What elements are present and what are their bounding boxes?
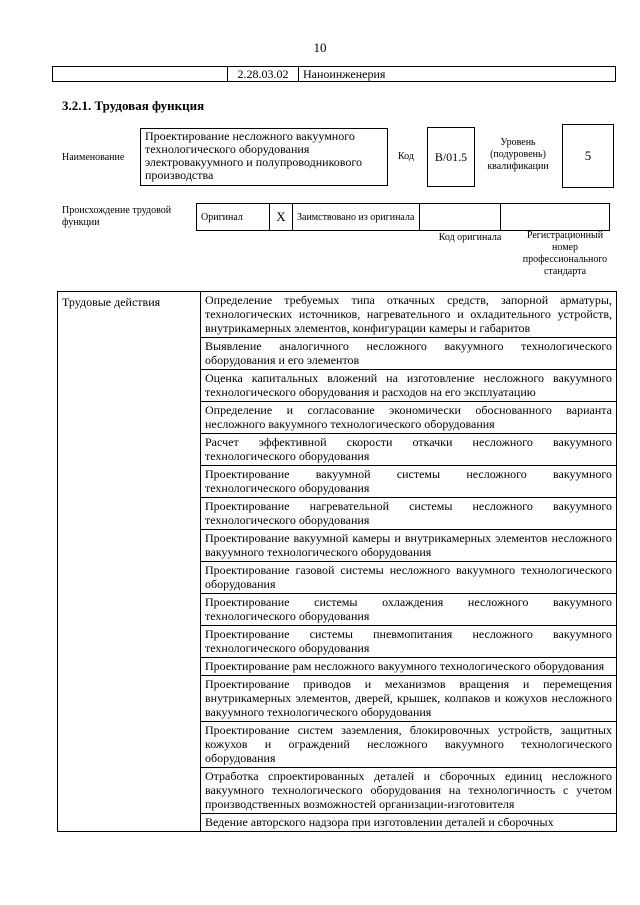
origin-code-label: Код оригинала — [438, 232, 502, 243]
code-label: Код — [398, 151, 414, 162]
origin-original: Оригинал — [197, 204, 270, 231]
origin-reg-label: Регистрационный номер профессионального стандарта — [522, 230, 608, 277]
action-item: Расчет эффективной скорости откачки несложного вакуумного технологического оборудования — [201, 434, 617, 466]
action-item: Оценка капитальных вложений на изготовление несложного вакуумного технологического оборудования и расходов на его эксплуатацию — [201, 370, 617, 402]
origin-borrowed: Заимствовано из оригинала — [293, 204, 420, 231]
action-item: Отработка спроектированных деталей и сборочных единиц несложного вакуумного технологического оборудования на технологичность с учетом производственных возможностей организации-изготовителя — [201, 768, 617, 814]
action-item: Проектирование приводов и механизмов вращения и перемещения внутрикамерных элементов, дверей, крышек, колпаков и кожухов несложного вакуумного технологического оборудования — [201, 676, 617, 722]
action-item: Проектирование нагревательной системы несложного вакуумного технологического оборудования — [201, 498, 617, 530]
function-code-value: B/01.5 — [434, 149, 468, 164]
page-number: 10 — [313, 40, 327, 55]
origin-reg-cell — [501, 204, 610, 231]
origin-code-cell — [420, 204, 501, 231]
action-item: Проектирование систем заземления, блокировочных устройств, защитных кожухов и ограждений несложного вакуумного технологического оборудования — [201, 722, 617, 768]
specialty-code: 2.28.03.02 — [228, 67, 299, 82]
section-title: 3.2.1. Трудовая функция — [62, 98, 205, 113]
function-name: Проектирование несложного вакуумного технологического оборудования электровакуумного и полупроводникового производства — [140, 128, 388, 186]
labor-actions-table — [57, 291, 617, 832]
actions-header: Трудовые действия — [58, 292, 201, 832]
origin-label: Происхождение трудовой функции — [62, 205, 172, 228]
qualification-level — [562, 124, 614, 188]
origin-table — [196, 203, 610, 231]
action-item: Проектирование вакуумной системы несложного вакуумного технологического оборудования — [201, 466, 617, 498]
specialty-code-row — [52, 66, 616, 82]
action-item: Определение требуемых типа откачных средств, запорной арматуры, технологических источников, нагревательного и охладительного устройств, внутрикамерных элементов, конфигурации камеры и габаритов — [201, 292, 617, 338]
origin-mark: X — [270, 204, 293, 231]
action-item: Проектирование системы пневмопитания несложного вакуумного технологического оборудования — [201, 626, 617, 658]
empty-cell — [53, 67, 228, 82]
action-item: Определение и согласование экономически обоснованного варианта несложного вакуумного технологического оборудования — [201, 402, 617, 434]
name-label: Наименование — [62, 152, 125, 163]
action-item: Ведение авторского надзора при изготовлении деталей и сборочных — [201, 814, 617, 832]
action-item: Проектирование газовой системы несложного вакуумного технологического оборудования — [201, 562, 617, 594]
action-item: Выявление аналогичного несложного вакуумного технологического оборудования и его элементов — [201, 338, 617, 370]
action-item: Проектирование системы охлаждения несложного вакуумного технологического оборудования — [201, 594, 617, 626]
function-code — [427, 127, 475, 187]
specialty-name: Наноинженерия — [299, 67, 616, 82]
qualification-level-value: 5 — [584, 148, 592, 163]
action-item: Проектирование вакуумной камеры и внутрикамерных элементов несложного вакуумного технологического оборудования — [201, 530, 617, 562]
action-row — [58, 292, 617, 338]
action-item: Проектирование рам несложного вакуумного технологического оборудования — [201, 658, 617, 676]
level-label: Уровень (подуровень) квалификации — [487, 137, 549, 172]
